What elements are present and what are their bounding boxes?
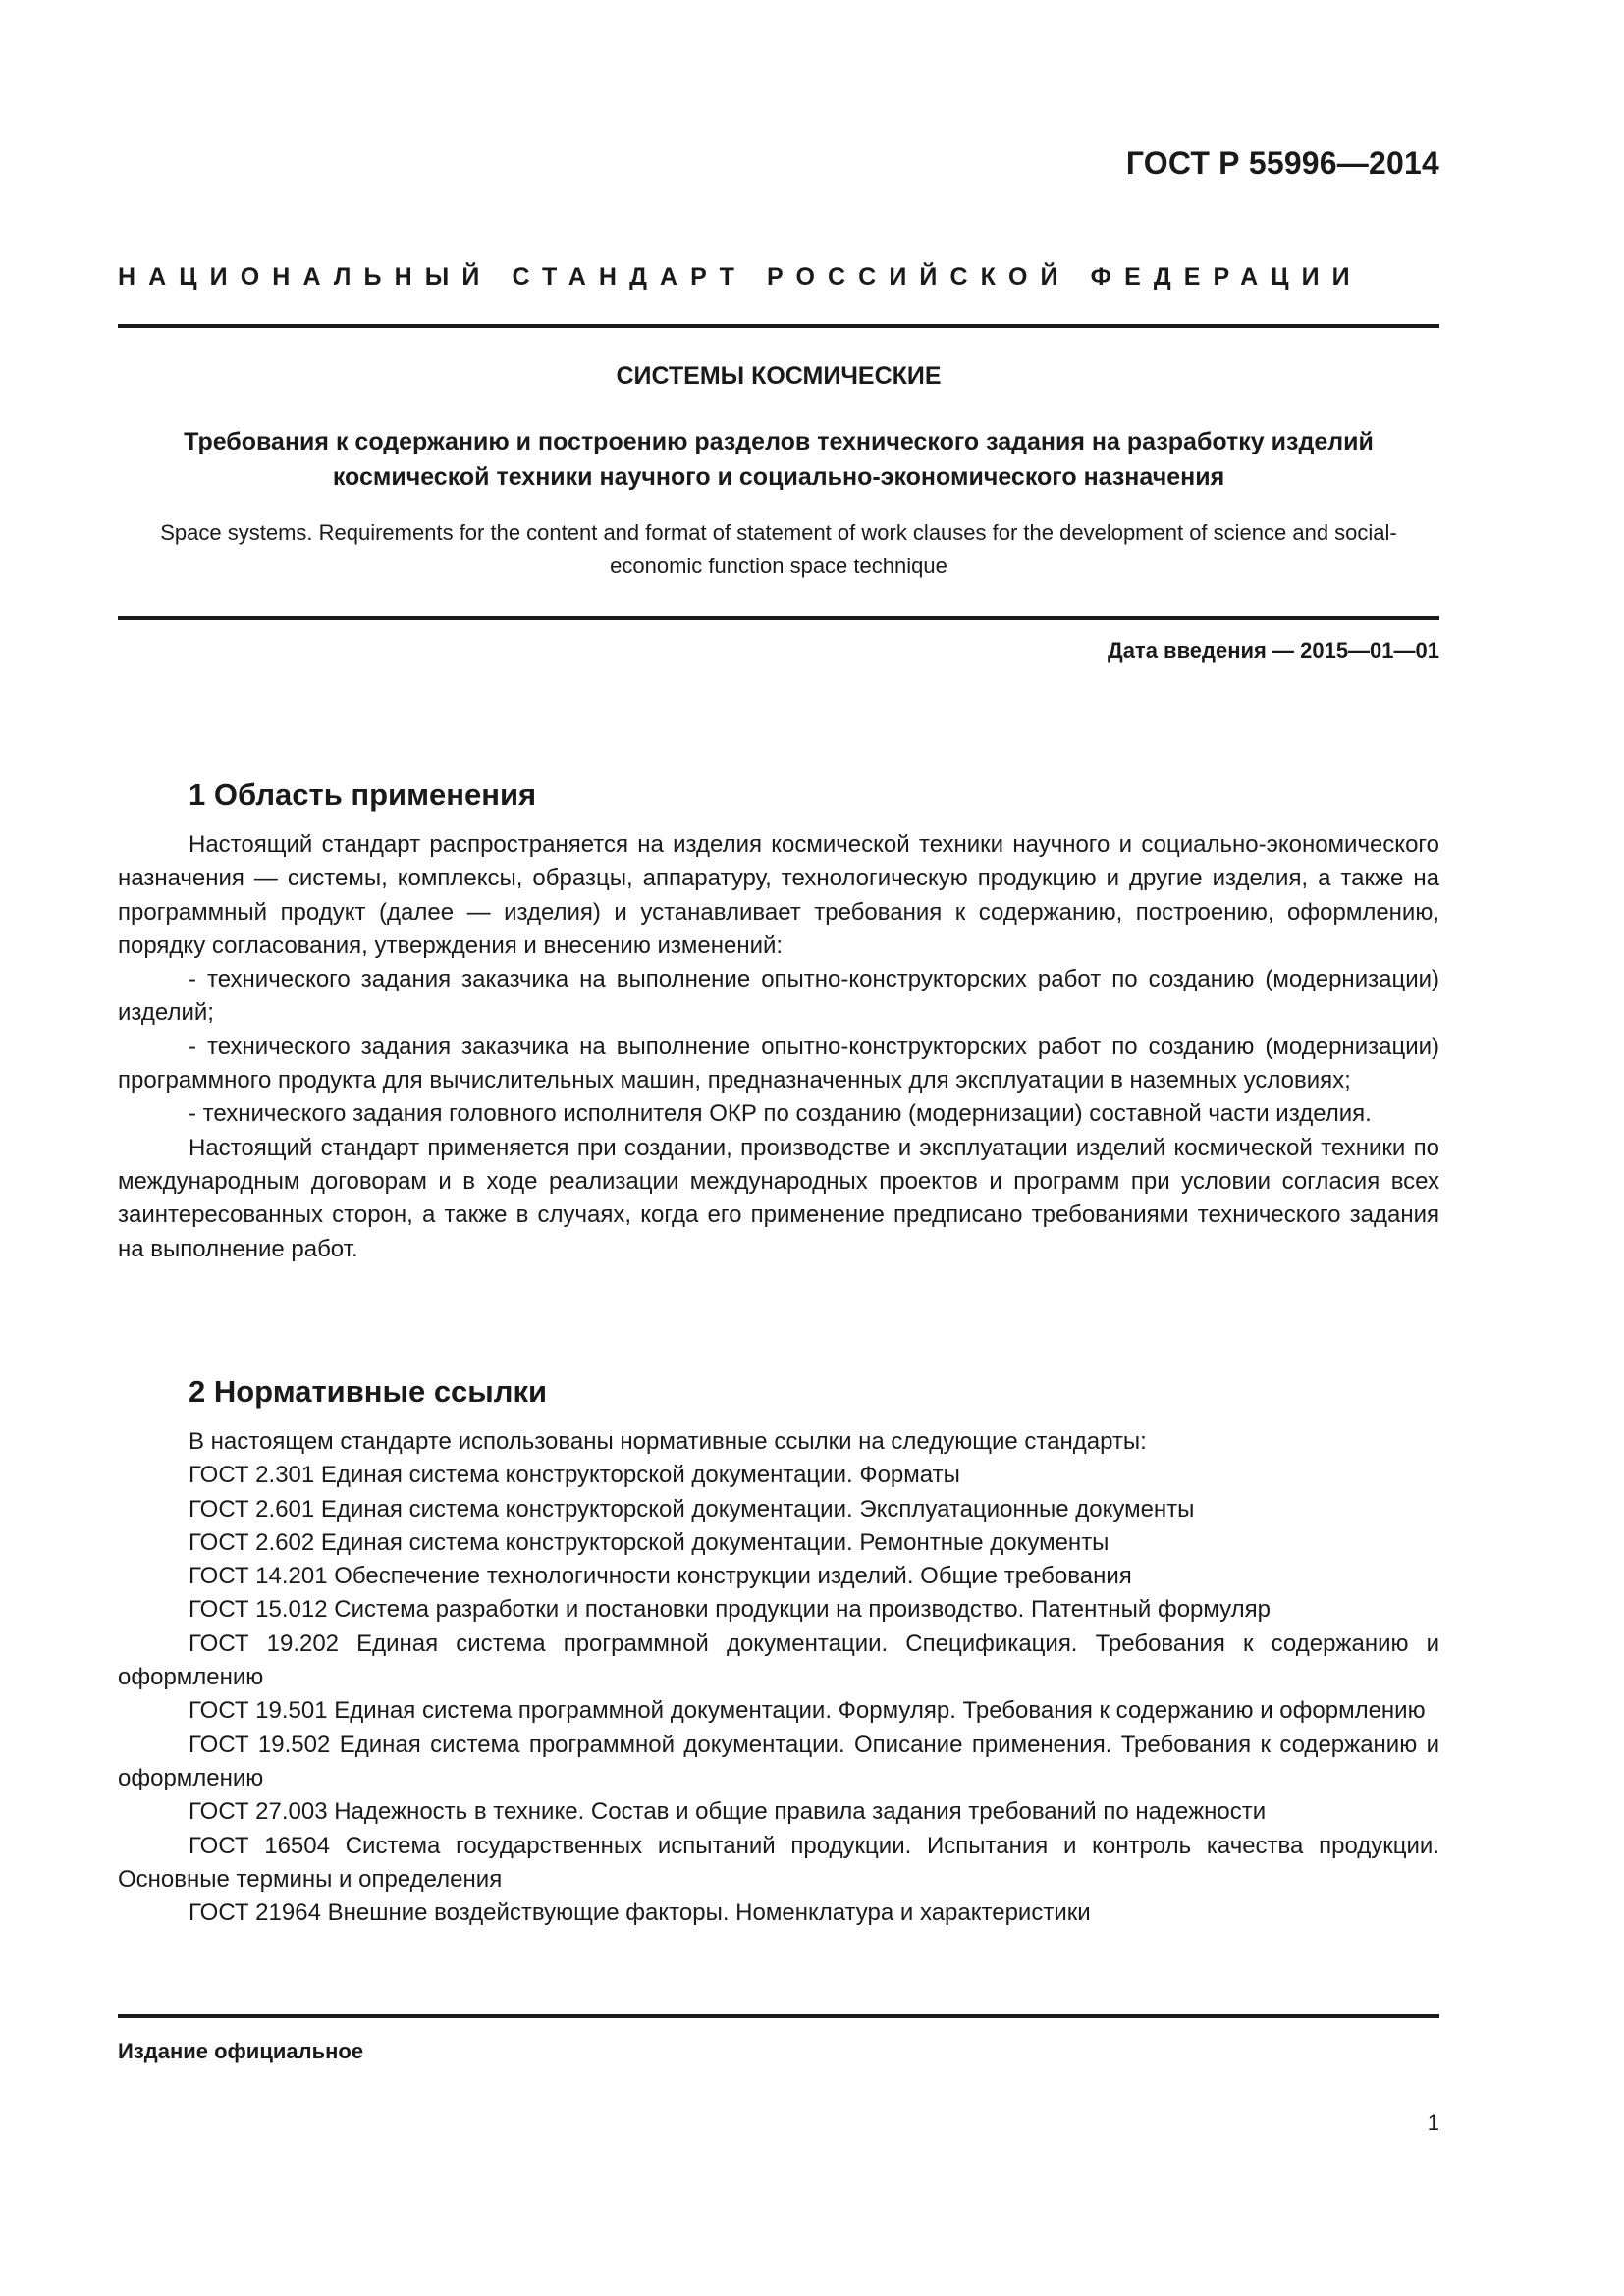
reference-item: ГОСТ 21964 Внешние воздействующие факторы. Номенклатура и характеристики bbox=[189, 1899, 1091, 1927]
reference-item: ГОСТ 15.012 Система разработки и постановки продукции на производство. Патентный формуляр bbox=[189, 1596, 1271, 1624]
reference-item: ГОСТ 19.202 Единая система программной документации. Спецификация. Требования к содержанию и оформлению bbox=[118, 1629, 1439, 1691]
reference-item: ГОСТ 19.502 Единая система программной документации. Описание применения. Требования к содержанию и оформлению bbox=[118, 1731, 1439, 1791]
section-heading: 2 Нормативные ссылки bbox=[189, 1374, 548, 1409]
list-item: - технического задания заказчика на выполнение опытно-конструкторских работ по созданию (модернизации) программного продукта для вычислительных машин, предназначенных для эксплуатации в наземных условиях; bbox=[118, 1033, 1439, 1095]
national-standard-banner: НАЦИОНАЛЬНЫЙ СТАНДАРТ РОССИЙСКОЙ ФЕДЕРАЦИИ bbox=[118, 263, 1363, 291]
list-item: - технического задания головного исполнителя ОКР по созданию (модернизации) составной части изделия. bbox=[189, 1100, 1372, 1128]
title-subtitle bbox=[118, 424, 1439, 495]
introduction-date: Дата введения — 2015—01—01 bbox=[1108, 638, 1439, 663]
title-block bbox=[118, 359, 1439, 583]
title-subtitle-text: Требования к содержанию и построению разделов технического задания на разработку изделий космической техники научного и социально-экономического назначения bbox=[184, 428, 1374, 491]
reference-item: ГОСТ 2.301 Единая система конструкторской документации. Форматы bbox=[189, 1462, 960, 1489]
document-page bbox=[118, 0, 1439, 2296]
paragraph: Настоящий стандарт распространяется на изделия космической техники научного и социально-экономического назначения — системы, комплексы, образцы, аппаратуру, технологическую продукцию и другие изделия, а также на программный продукт (далее — изделия) и устанавливает требования к содержанию, построению, оформлению, порядку согласования, утверждения и внесению изменений: bbox=[118, 831, 1439, 959]
paragraph: Настоящий стандарт применяется при создании, производстве и эксплуатации изделий космической техники по международным договорам и в ходе реализации международных проектов и программ при условии согласия всех заинтересованных сторон, а также в случаях, когда его применение предписано требованиями технического задания на выполнение работ. bbox=[118, 1134, 1439, 1262]
document-code: ГОСТ Р 55996—2014 bbox=[1125, 145, 1439, 181]
section-normative-references bbox=[118, 1372, 1439, 1930]
title-english: Space systems. Requirements for the content and format of statement of work clauses for the development of science and social-economic function space technique bbox=[160, 520, 1397, 578]
section-scope bbox=[118, 775, 1439, 1266]
reference-item: ГОСТ 2.602 Единая система конструкторской документации. Ремонтные документы bbox=[189, 1528, 1110, 1556]
list-item: - технического задания заказчика на выполнение опытно-конструкторских работ по созданию (модернизации) изделий; bbox=[118, 966, 1439, 1027]
reference-item: ГОСТ 16504 Система государственных испытаний продукции. Испытания и контроль качества продукции. Основные термины и определения bbox=[118, 1832, 1439, 1893]
top-rule bbox=[118, 324, 1439, 328]
title-rule bbox=[118, 616, 1439, 620]
paragraph: В настоящем стандарте использованы нормативные ссылки на следующие стандарты: bbox=[189, 1428, 1147, 1455]
official-edition-label: Издание официальное bbox=[118, 2039, 364, 2063]
section-heading: 1 Область применения bbox=[189, 777, 537, 812]
reference-item: ГОСТ 2.601 Единая система конструкторской документации. Эксплуатационные документы bbox=[189, 1495, 1195, 1522]
reference-item: ГОСТ 27.003 Надежность в технике. Состав и общие правила задания требований по надежности bbox=[189, 1798, 1267, 1826]
page-number: 1 bbox=[1427, 2110, 1439, 2135]
footer-rule bbox=[118, 2014, 1439, 2018]
reference-item: ГОСТ 14.201 Обеспечение технологичности конструкции изделий. Общие требования bbox=[189, 1563, 1132, 1590]
title-main: СИСТЕМЫ КОСМИЧЕСКИЕ bbox=[616, 362, 942, 390]
reference-item: ГОСТ 19.501 Единая система программной документации. Формуляр. Требования к содержанию и оформлению bbox=[189, 1697, 1426, 1725]
